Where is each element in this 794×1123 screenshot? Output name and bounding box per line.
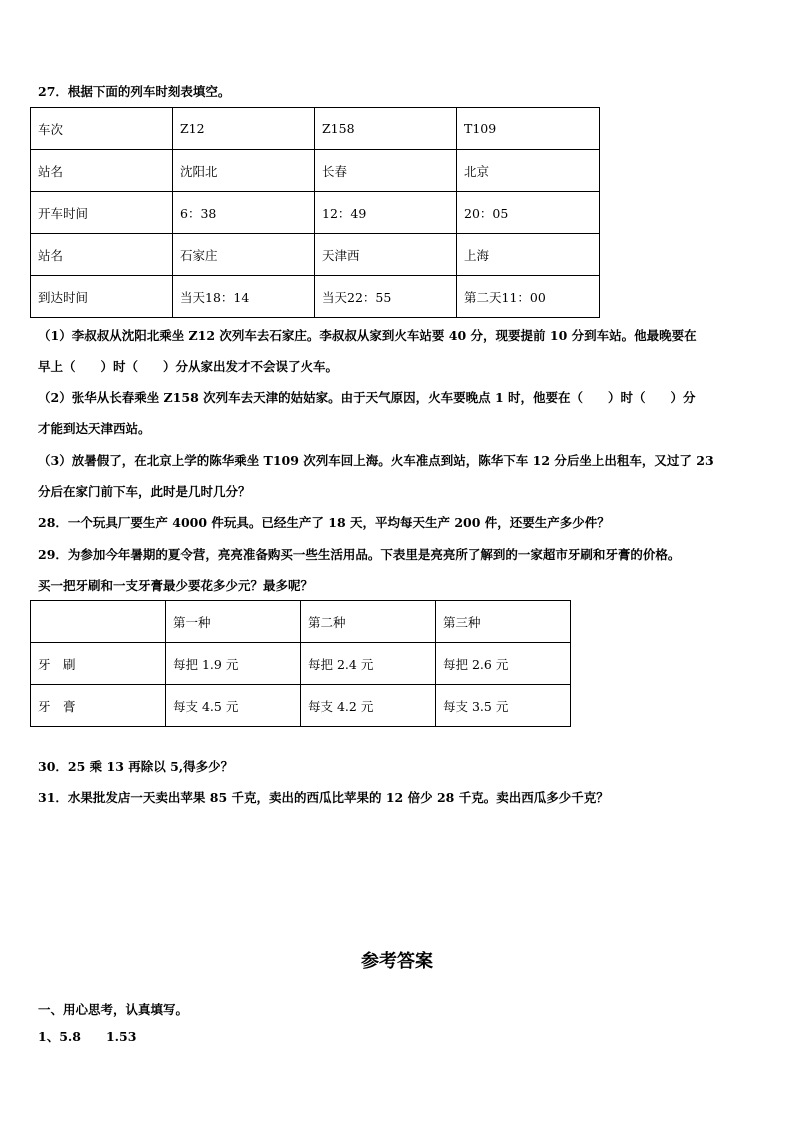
table-cell: 第一种 — [166, 601, 301, 643]
table-row — [31, 601, 571, 643]
table-row — [31, 276, 600, 318]
price-table — [30, 600, 571, 727]
table-cell: Z158 — [315, 108, 457, 150]
table-cell: 每把 2.6 元 — [436, 643, 571, 685]
table-row — [31, 108, 600, 150]
table-cell: 车次 — [31, 108, 173, 150]
table-cell: 每把 1.9 元 — [166, 643, 301, 685]
table-cell: 每把 2.4 元 — [301, 643, 436, 685]
train-timetable — [30, 107, 600, 318]
question-27-sub1-line1: （1）李叔叔从沈阳北乘坐 Z12 次列车去石家庄。李叔叔从家到火车站要 40 分，现要提前 10 分到车站。他最晚要在 — [38, 328, 697, 343]
answer-1: 1、5.8 1.53 — [38, 1029, 137, 1044]
question-29-line2: 买一把牙刷和一支牙膏最少要花多少元？最多呢？ — [38, 578, 314, 593]
table-cell: 每支 4.5 元 — [166, 685, 301, 727]
table-row — [31, 234, 600, 276]
table-cell: 当天18：14 — [173, 276, 315, 318]
question-29-line1: 29．为参加今年暑期的夏令营，亮亮准备购买一些生活用品。下表里是亮亮所了解到的一家超市牙刷和牙膏的价格。 — [38, 547, 681, 562]
question-27-sub3-line2: 分后在家门前下车，此时是几时几分？ — [38, 484, 251, 499]
table-row — [31, 192, 600, 234]
table-cell: 沈阳北 — [173, 150, 315, 192]
table-cell: 20：05 — [457, 192, 600, 234]
question-31: 31．水果批发店一天卖出苹果 85 千克，卖出的西瓜比苹果的 12 倍少 28 千克。卖出西瓜多少千克？ — [38, 790, 609, 805]
table-row — [31, 685, 571, 727]
question-30: 30．25 乘 13 再除以 5,得多少？ — [38, 759, 234, 774]
table-cell: 牙 膏 — [31, 685, 166, 727]
question-27-sub2-line1: （2）张华从长春乘坐 Z158 次列车去天津的姑姑家。由于天气原因，火车要晚点 1 时，他要在（ ）时（ ）分 — [38, 390, 696, 405]
table-cell: 当天22：55 — [315, 276, 457, 318]
question-27-sub1-line2: 早上（ ）时（ ）分从家出发才不会误了火车。 — [38, 359, 339, 374]
table-cell: 第二种 — [301, 601, 436, 643]
answers-section-1: 一、用心思考，认真填写。 — [38, 1002, 189, 1017]
table-cell: 第三种 — [436, 601, 571, 643]
table-row — [31, 150, 600, 192]
question-27-sub3-line1: （3）放暑假了，在北京上学的陈华乘坐 T109 次列车回上海。火车准点到站，陈华下车 12 分后坐上出租车，又过了 23 — [38, 453, 714, 468]
table-cell: 上海 — [457, 234, 600, 276]
table-cell: 站名 — [31, 234, 173, 276]
table-cell: 牙 刷 — [31, 643, 166, 685]
table-cell: T109 — [457, 108, 600, 150]
table-cell: 天津西 — [315, 234, 457, 276]
answers-title: 参考答案 — [361, 951, 433, 972]
question-27-title: 27．根据下面的列车时刻表填空。 — [38, 84, 231, 99]
table-cell: 北京 — [457, 150, 600, 192]
table-cell: 开车时间 — [31, 192, 173, 234]
table-cell: 到达时间 — [31, 276, 173, 318]
table-cell: 长春 — [315, 150, 457, 192]
table-cell: 第二天11：00 — [457, 276, 600, 318]
question-27-sub2-line2: 才能到达天津西站。 — [38, 421, 151, 436]
table-row — [31, 643, 571, 685]
table-cell: 石家庄 — [173, 234, 315, 276]
table-cell: 12：49 — [315, 192, 457, 234]
question-28: 28．一个玩具厂要生产 4000 件玩具。已经生产了 18 天，平均每天生产 200 件，还要生产多少件？ — [38, 515, 610, 530]
table-cell: Z12 — [173, 108, 315, 150]
table-cell: 站名 — [31, 150, 173, 192]
table-cell — [31, 601, 166, 643]
table-cell: 每支 4.2 元 — [301, 685, 436, 727]
table-cell: 6：38 — [173, 192, 315, 234]
table-cell: 每支 3.5 元 — [436, 685, 571, 727]
